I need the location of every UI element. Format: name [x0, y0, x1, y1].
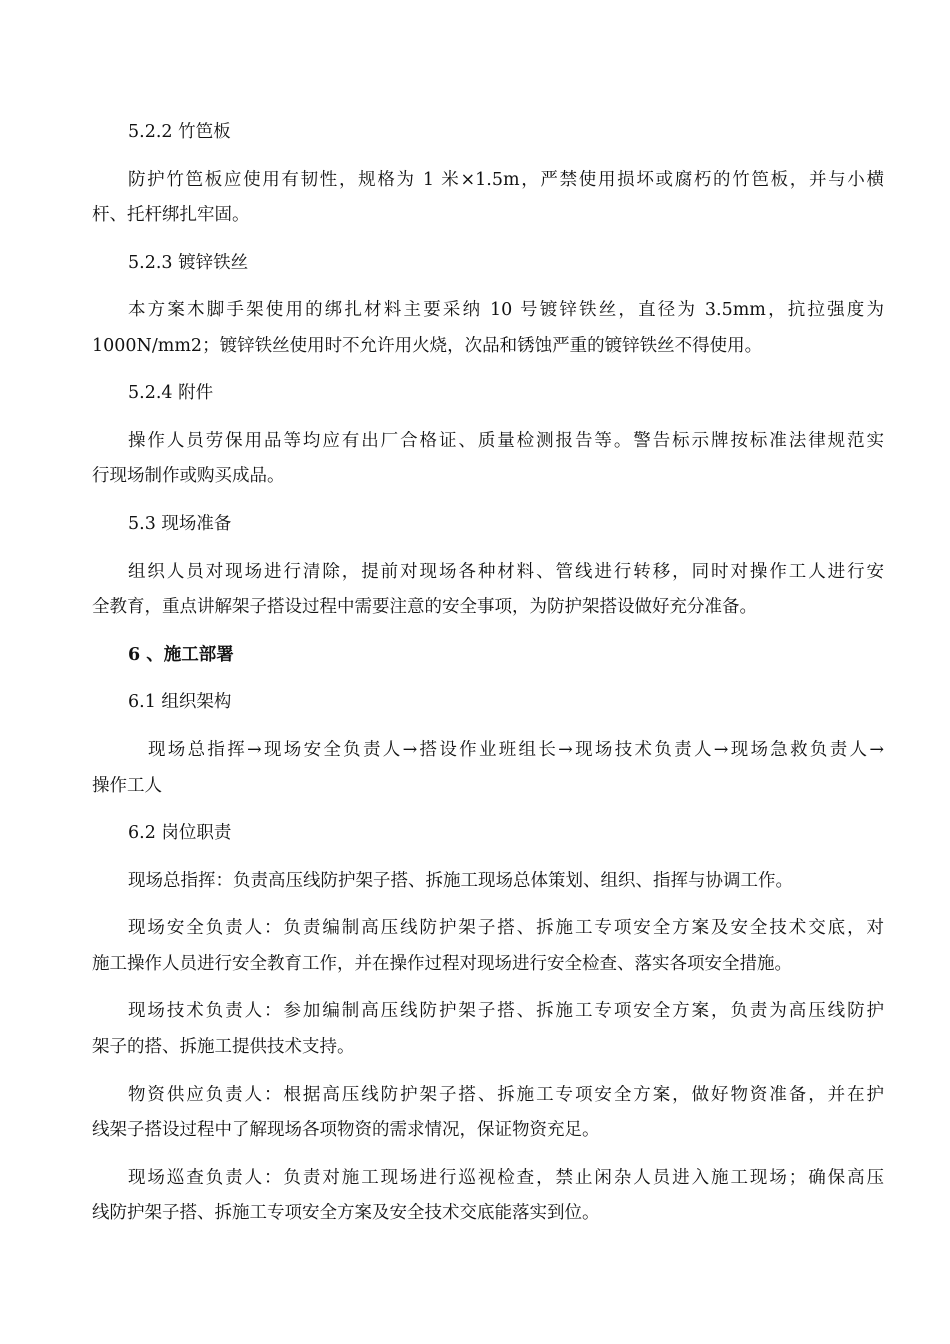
section-5-2-3-paragraph-line: 1000N/mm2；镀锌铁丝使用时不允许用火烧，次品和锈蚀严重的镀锌铁丝不得使用。 [92, 336, 763, 356]
section-6-heading: 6 、施工部署 [128, 645, 234, 665]
section-5-2-2-heading: 5.2.2 竹笆板 [128, 122, 231, 142]
section-6-1-paragraph-line: 操作工人 [92, 776, 162, 796]
section-5-2-3-heading: 5.2.3 镀锌铁丝 [128, 253, 249, 273]
section-5-3-paragraph-line: 全教育，重点讲解架子搭设过程中需要注意的安全事项，为防护架搭设做好充分准备。 [92, 597, 757, 617]
section-6-2-paragraph-line: 架子的搭、拆施工提供技术支持。 [92, 1037, 355, 1057]
section-5-2-4-heading: 5.2.4 附件 [128, 383, 214, 403]
section-6-2-heading: 6.2 岗位职责 [128, 823, 232, 843]
section-6-2-paragraph-line: 现场技术负责人：参加编制高压线防护架子搭、拆施工专项安全方案，负责为高压线防护 [128, 1001, 884, 1021]
section-5-3-heading: 5.3 现场准备 [128, 514, 232, 534]
section-5-3-paragraph-line: 组织人员对现场进行清除，提前对现场各种材料、管线进行转移，同时对操作工人进行安 [128, 562, 884, 582]
section-5-2-4-paragraph-line: 行现场制作或购买成品。 [92, 466, 285, 486]
section-6-2-paragraph-line: 物资供应负责人：根据高压线防护架子搭、拆施工专项安全方案，做好物资准备，并在护 [128, 1085, 884, 1105]
section-6-2-paragraph-line: 施工操作人员进行安全教育工作，并在操作过程对现场进行安全检查、落实各项安全措施。 [92, 954, 792, 974]
section-5-2-4-paragraph-line: 操作人员劳保用品等均应有出厂合格证、质量检测报告等。警告标示牌按标准法律规范实 [128, 431, 884, 451]
section-5-2-2-paragraph-line: 防护竹笆板应使用有韧性，规格为 1 米×1.5m，严禁使用损坏或腐朽的竹笆板，并与小横 [128, 170, 884, 190]
section-5-2-3-paragraph-line: 本方案木脚手架使用的绑扎材料主要采纳 10 号镀锌铁丝，直径为 3.5mm，抗拉强度为 [128, 300, 884, 320]
section-6-2-paragraph-line: 现场巡查负责人：负责对施工现场进行巡视检查，禁止闲杂人员进入施工现场；确保高压 [128, 1168, 884, 1188]
section-6-1-paragraph-line: 现场总指挥→现场安全负责人→搭设作业班组长→现场技术负责人→现场急救负责人→ [148, 740, 884, 760]
section-6-2-paragraph-line: 现场安全负责人：负责编制高压线防护架子搭、拆施工专项安全方案及安全技术交底，对 [128, 918, 884, 938]
section-6-2-paragraph-line: 线架子搭设过程中了解现场各项物资的需求情况，保证物资充足。 [92, 1120, 600, 1140]
section-6-1-heading: 6.1 组织架构 [128, 692, 232, 712]
section-5-2-2-paragraph-line: 杆、托杆绑扎牢固。 [92, 205, 250, 225]
section-6-2-paragraph-line: 线防护架子搭、拆施工专项安全方案及安全技术交底能落实到位。 [92, 1203, 600, 1223]
section-6-2-paragraph-line: 现场总指挥：负责高压线防护架子搭、拆施工现场总体策划、组织、指挥与协调工作。 [128, 871, 793, 891]
